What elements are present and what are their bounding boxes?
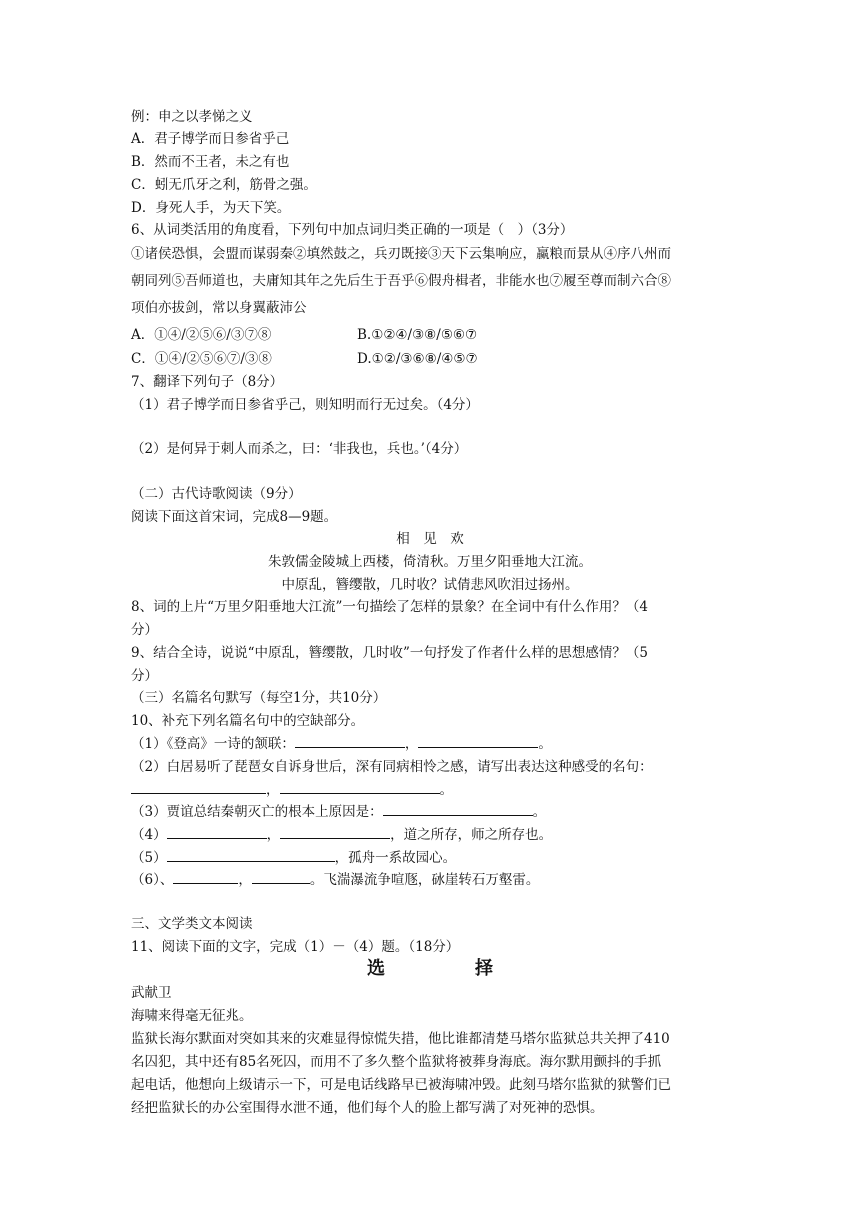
q6-option-a: A．①④/②⑤⑥/③⑦⑧ bbox=[131, 327, 272, 343]
dictation-item-1 bbox=[131, 735, 552, 753]
q11-stem: 11、阅读下面的文字，完成（1）－（4）题。（18分） bbox=[131, 939, 460, 955]
blank-5[interactable] bbox=[167, 849, 335, 862]
comma: ， bbox=[266, 782, 280, 798]
item-4-tail: ，道之所存，师之所存也。 bbox=[390, 827, 553, 843]
item-5-tail: ，孤舟一系故园心。 bbox=[334, 850, 457, 866]
q7-sentence-2: （2）是何异于刺人而杀之，曰：‘非我也，兵也。’（4分） bbox=[131, 441, 468, 457]
q6-line-1: ①诸侯恐惧，会盟而谋弱秦②填然鼓之，兵刃既接③天下云集响应，赢粮而景从④序八州而 bbox=[131, 246, 671, 262]
blank-2a[interactable] bbox=[131, 781, 266, 794]
q8-line-1: 8、词的上片“万里夕阳垂地大江流”一句描绘了怎样的景象？在全词中有什么作用？（4 bbox=[131, 599, 648, 615]
comma: ， bbox=[404, 736, 419, 752]
blank-4b[interactable] bbox=[280, 826, 390, 839]
q7-stem: 7、翻译下列句子（8分） bbox=[131, 374, 284, 390]
q6-line-3: 项伯亦拔剑，常以身翼蔽沛公 bbox=[131, 300, 307, 316]
q9-line-2: 分） bbox=[131, 668, 158, 684]
story-para-2-line-2: 名囚犯，其中还有85名死囚，而用不了多久整个监狱将被葬身海底。海尔默用颤抖的手抓 bbox=[131, 1054, 662, 1070]
blank-2b[interactable] bbox=[280, 781, 440, 794]
story-para-1: 海啸来得毫无征兆。 bbox=[131, 1008, 253, 1024]
story-title-right: 择 bbox=[475, 958, 493, 979]
q6-line-2: 朝同列⑤吾师道也，夫庸知其年之先后生于吾乎⑥假舟楫者，非能水也⑦履至尊而制六合⑧ bbox=[131, 273, 671, 289]
blank-3[interactable] bbox=[383, 803, 533, 816]
q6-option-b: B.①②④/③⑧/⑤⑥⑦ bbox=[357, 327, 478, 343]
poem-title: 相 见 欢 bbox=[396, 531, 464, 547]
item-1-prompt: （1）《登高》一诗的颔联： bbox=[131, 736, 295, 752]
story-title-left: 选 bbox=[367, 958, 385, 979]
dictation-item-4 bbox=[131, 826, 552, 844]
dictation-heading: （三）名篇名句默写（每空1分，共10分） bbox=[131, 690, 387, 706]
dictation-item-3 bbox=[131, 803, 546, 821]
q6-option-c: C．①④/②⑤⑥⑦/③⑧ bbox=[131, 351, 272, 367]
dictation-item-2-blanks bbox=[131, 781, 453, 799]
option-b: B．然而不王者，未之有也 bbox=[131, 154, 290, 170]
story-para-2-line-3: 起电话，他想向上级请示一下，可是电话线路早已被海啸冲毁。此刻马塔尔监狱的狱警们已 bbox=[131, 1077, 671, 1093]
comma: ， bbox=[238, 872, 252, 888]
poetry-heading: （二）古代诗歌阅读（9分） bbox=[131, 486, 302, 502]
comma: ， bbox=[266, 827, 281, 843]
story-para-2-line-4: 经把监狱长的办公室围得水泄不通，他们每个人的脸上都写满了对死神的恐惧。 bbox=[131, 1100, 604, 1116]
q6-stem: 6、从词类活用的角度看，下列句中加点词归类正确的一项是（ ）（3分） bbox=[131, 222, 574, 238]
blank-6a[interactable] bbox=[173, 871, 238, 884]
option-d: D．身死人手，为天下笑。 bbox=[131, 200, 291, 216]
dictation-item-2: （2）白居易听了琵琶女自诉身世后，深有同病相怜之感，请写出表达这种感受的名句： bbox=[131, 759, 653, 775]
blank-6b[interactable] bbox=[252, 871, 310, 884]
q9-line-1: 9、结合全诗，说说“中原乱，簪缨散，几时收”一句抒发了作者什么样的思想感情？（5 bbox=[131, 645, 648, 661]
blank-1a[interactable] bbox=[295, 735, 405, 748]
literary-heading: 三、文学类文本阅读 bbox=[131, 916, 253, 932]
item-5-prompt: （5） bbox=[131, 850, 167, 866]
period: 。 bbox=[538, 736, 552, 752]
poem-line-1: 朱敦儒金陵城上西楼，倚清秋。万里夕阳垂地大江流。 bbox=[268, 554, 592, 570]
story-author: 武献卫 bbox=[131, 985, 172, 1001]
period: 。 bbox=[532, 804, 547, 820]
blank-4a[interactable] bbox=[167, 826, 267, 839]
poem-line-2: 中原乱，簪缨散，几时收？试倩悲风吹泪过扬州。 bbox=[281, 577, 579, 593]
example-line: 例：申之以孝悌之义 bbox=[131, 109, 253, 125]
q10-stem: 10、补充下列名篇名句中的空缺部分。 bbox=[131, 713, 365, 729]
item-3-prompt: （3）贾谊总结秦朝灭亡的根本上原因是： bbox=[131, 804, 383, 820]
option-c: C．蚓无爪牙之利，筋骨之强。 bbox=[131, 177, 317, 193]
option-a: A．君子博学而日参省乎己 bbox=[131, 131, 290, 147]
story-title bbox=[131, 958, 729, 980]
poetry-intro: 阅读下面这首宋词，完成8—9题。 bbox=[131, 509, 338, 525]
q8-line-2: 分） bbox=[131, 622, 158, 638]
q6-option-d: D.①②/③⑥⑧/④⑤⑦ bbox=[357, 351, 478, 367]
item-6-tail: 。飞湍瀑流争喧豗，砅崖转石万壑雷。 bbox=[309, 872, 540, 888]
dictation-item-6 bbox=[131, 871, 539, 889]
q7-sentence-1: （1）君子博学而日参省乎己，则知明而行无过矣。（4分） bbox=[131, 397, 479, 413]
item-4-prompt: （4） bbox=[131, 827, 167, 843]
period: 。 bbox=[439, 782, 453, 798]
story-para-2-line-1: 监狱长海尔默面对突如其来的灾难显得惊慌失措，他比谁都清楚马塔尔监狱总共关押了410 bbox=[131, 1031, 670, 1047]
blank-1b[interactable] bbox=[418, 735, 538, 748]
dictation-item-5 bbox=[131, 849, 456, 867]
item-6-prompt: （6）、 bbox=[131, 872, 174, 888]
